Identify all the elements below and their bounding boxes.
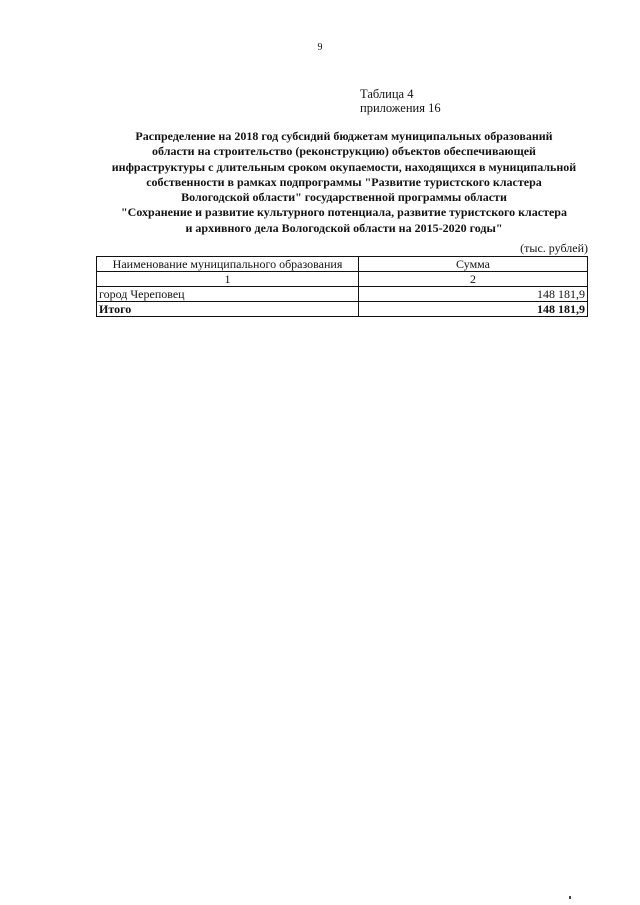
- subsidy-table: [96, 256, 588, 317]
- title-line-5: Вологодской области" государственной программы области: [181, 190, 507, 205]
- table-row: [97, 287, 588, 302]
- sum-cell: 148 181,9: [359, 287, 588, 302]
- scan-artifact: [569, 896, 571, 899]
- header-municipality: Наименование муниципального образования: [97, 257, 359, 272]
- table-reference: [360, 87, 441, 115]
- title-line-2: области на строительство (реконструкцию) объектов обеспечивающей: [152, 144, 536, 159]
- table-header-row: [97, 257, 588, 272]
- table-ref-line-2: приложения 16: [360, 101, 441, 115]
- header-sum: Сумма: [359, 257, 588, 272]
- total-sum-cell: 148 181,9: [359, 302, 588, 317]
- document-title: [96, 129, 592, 236]
- title-line-3: инфраструктуры с длительным сроком окупаемости, находящихся в муниципальной: [111, 159, 577, 174]
- column-number-2: 2: [359, 272, 588, 287]
- table-ref-line-1: Таблица 4: [360, 87, 414, 101]
- column-number-row: [97, 272, 588, 287]
- title-line-6: "Сохранение и развитие культурного потенциала, развитие туристского кластера: [121, 205, 567, 220]
- municipality-name-cell: город Череповец: [97, 287, 359, 302]
- title-line-7: и архивного дела Вологодской области на 2015-2020 годы": [185, 220, 503, 235]
- column-number-1: 1: [97, 272, 359, 287]
- total-row: [97, 302, 588, 317]
- title-line-4: собственности в рамках подпрограммы "Развитие туристского кластера: [146, 174, 542, 189]
- total-label-cell: Итого: [97, 302, 359, 317]
- page-number: 9: [317, 42, 323, 53]
- title-line-1: Распределение на 2018 год субсидий бюджетам муниципальных образований: [135, 129, 553, 143]
- units-label: (тыс. рублей): [520, 241, 588, 255]
